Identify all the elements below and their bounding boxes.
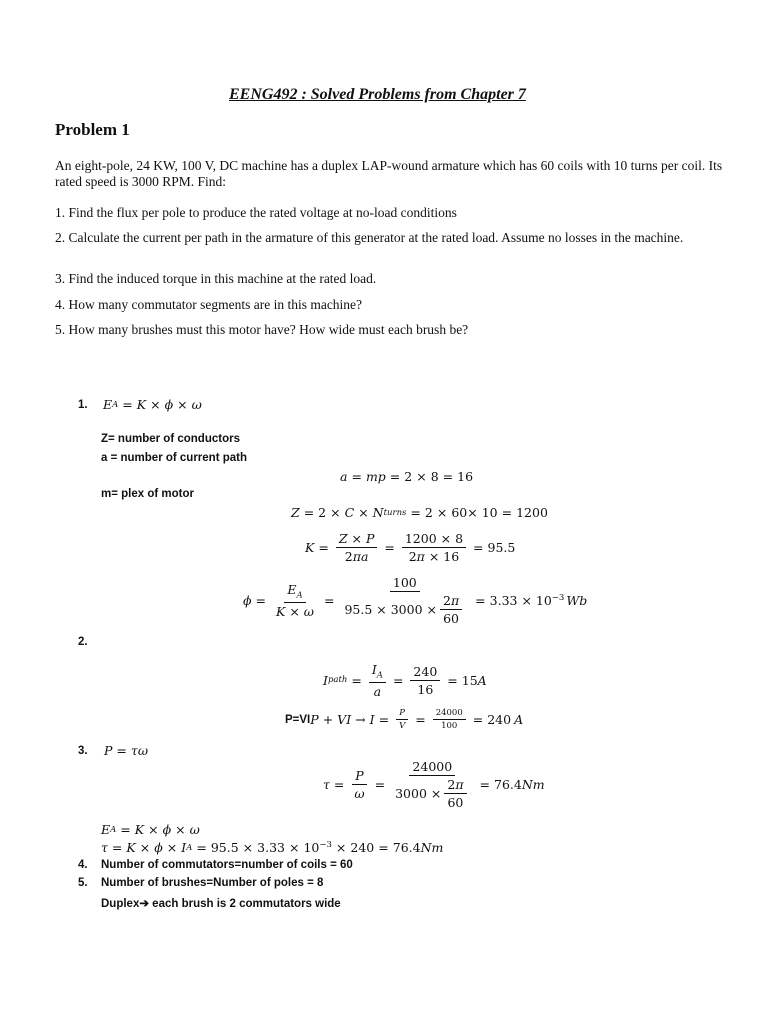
- solution-number-1: 1.: [78, 399, 88, 411]
- p-prefix-label: P=VI: [285, 713, 311, 726]
- question-4: 4. How many commutator segments are in this machine?: [55, 297, 363, 312]
- equation-ea-definition: E A = K × ϕ × ω: [103, 397, 202, 412]
- equation-current: P=VI P + VI → I = $\frac{P}{V}$ = $\frac{24000}{100}$ = 240 A: [285, 708, 524, 731]
- m-definition: m= plex of motor: [101, 488, 194, 500]
- equation-ea-repeat: E A = K × ϕ × ω: [101, 822, 200, 837]
- question-3: 3. Find the induced torque in this machine at the rated load.: [55, 271, 377, 286]
- equation-a: a = mp = 2 × 8 = 16: [340, 469, 474, 484]
- solution-number-3: 3.: [78, 745, 88, 757]
- solution-5-text: Number of brushes=Number of poles = 8: [101, 877, 324, 889]
- question-2: 2. Calculate the current per path in the armature of this generator at the rated load. Assume no losses in the machine.: [55, 230, 684, 245]
- equation-torque: τ = $\frac{P}{\omega}$ = 24000 3000 × $\frac{2\pi}{60}$ = 76.4 Nm: [323, 759, 545, 810]
- document-title: EENG492 : Solved Problems from Chapter 7: [229, 86, 526, 103]
- equation-k: K = $\frac{Z \times P}{2\pi a}$ = $\frac{1200 \times 8}{2\pi \times 16}$ = 95.5: [305, 531, 516, 564]
- duplex-note: [101, 896, 341, 910]
- solution-4-text: Number of commutators=number of coils = 60: [101, 859, 353, 871]
- duplex-description: each brush is 2 commutators wide: [148, 898, 341, 910]
- equation-flux: ϕ = $\frac{E_A}{K \times \omega}$ = 100 95.5 × 3000 × $\frac{2\pi}{60}$ = $3.33 \times 10^{-3}$ Wb: [243, 575, 588, 626]
- arrow-icon: ➔: [139, 898, 149, 910]
- problem-statement: An eight-pole, 24 KW, 100 V, DC machine has a duplex LAP-wound armature which has 60 coils with 10 turns per coil. Its rated speed is 3000 RPM. Find:: [55, 158, 723, 189]
- problem-heading: Problem 1: [55, 120, 130, 139]
- equation-z: Z = 2 × C × N turns = 2 × 60× 10 = 1200: [291, 505, 548, 520]
- a-definition: a = number of current path: [101, 452, 248, 464]
- question-1: 1. Find the flux per pole to produce the rated voltage at no-load conditions: [55, 205, 457, 220]
- solution-number-2: 2.: [78, 636, 88, 648]
- equation-ipath: I path = $\frac{I_A}{a}$ = $\frac{240}{16}$ = 15 A: [323, 662, 487, 699]
- z-definition: Z= number of conductors: [101, 433, 240, 445]
- question-5: 5. How many brushes must this motor have? How wide must each brush be?: [55, 322, 469, 337]
- equation-power: P = τω: [104, 743, 149, 758]
- solution-number-4: 4.: [78, 859, 88, 871]
- duplex-label: Duplex: [101, 898, 140, 910]
- solution-number-5: 5.: [78, 877, 88, 889]
- equation-torque-induced: τ = K × ϕ × I A = 95.5 × 3.33 × $10^{-3}$ × 240 = 76.4 Nm: [101, 840, 444, 856]
